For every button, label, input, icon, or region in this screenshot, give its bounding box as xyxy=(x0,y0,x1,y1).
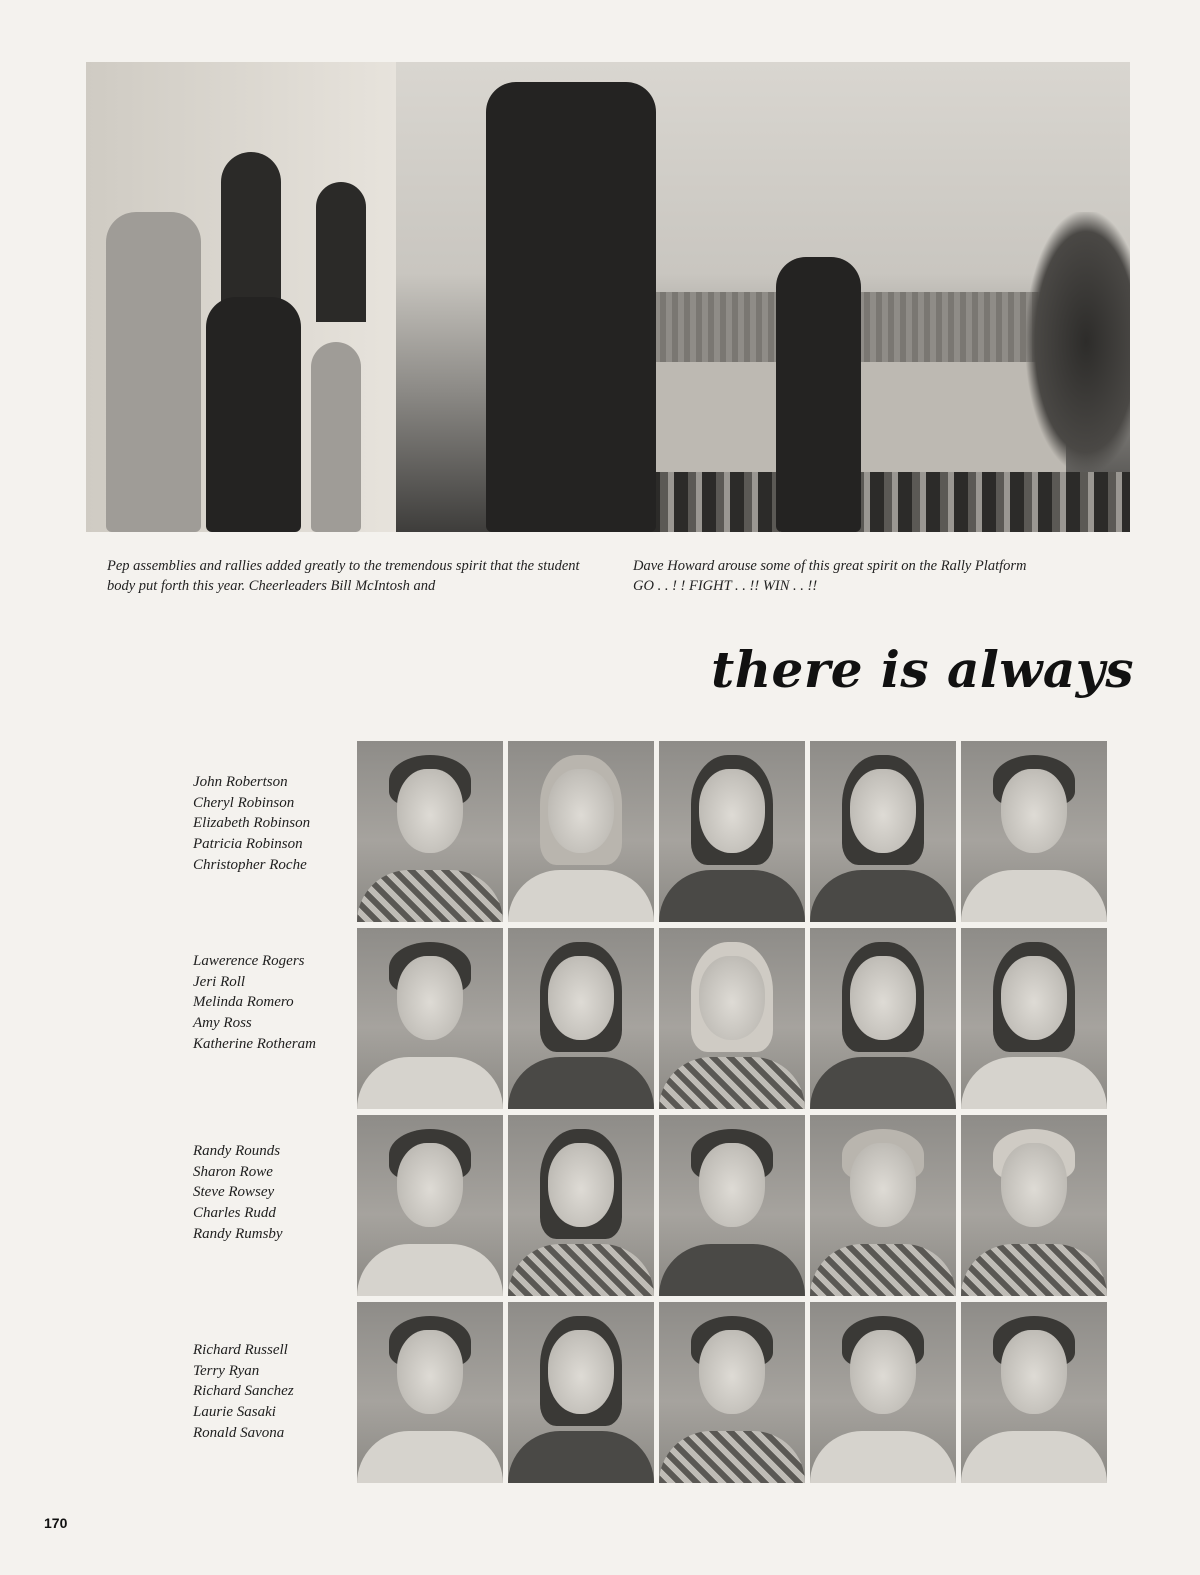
student-portrait xyxy=(508,928,654,1109)
cheerleader xyxy=(776,257,861,532)
student-portrait xyxy=(659,1302,805,1483)
rally-photo xyxy=(86,62,1130,532)
cheerleader xyxy=(486,82,656,532)
student-portrait xyxy=(508,1302,654,1483)
student-portrait xyxy=(659,1115,805,1296)
student-portrait xyxy=(508,741,654,922)
student-portrait xyxy=(357,1302,503,1483)
student-portrait xyxy=(357,1115,503,1296)
student-name: Christopher Roche xyxy=(193,856,307,873)
portrait-grid xyxy=(357,741,1110,1483)
horn-player xyxy=(206,297,301,532)
page-number: 170 xyxy=(44,1515,68,1531)
student-name: Sharon Rowe xyxy=(193,1163,273,1180)
student-name: Katherine Rotheram xyxy=(193,1035,316,1052)
page-headline: there is always xyxy=(711,640,1134,699)
student-portrait xyxy=(961,1302,1107,1483)
name-list xyxy=(193,951,353,1055)
name-list xyxy=(193,1141,353,1245)
band-member xyxy=(106,212,201,532)
student-portrait xyxy=(659,741,805,922)
student-portrait xyxy=(961,928,1107,1109)
student-portrait xyxy=(810,928,956,1109)
student-portrait xyxy=(508,1115,654,1296)
student-name: Steve Rowsey xyxy=(193,1184,275,1201)
student-name: Richard Russell xyxy=(193,1342,288,1358)
photo-caption-right xyxy=(633,556,1103,596)
student-portrait xyxy=(357,928,503,1109)
name-list xyxy=(193,772,353,876)
student-portrait xyxy=(357,741,503,922)
student-portrait xyxy=(810,1115,956,1296)
student-name: Patricia Robinson xyxy=(193,836,303,853)
caption-line: GO . . ! ! FIGHT . . !! WIN . . !! xyxy=(633,578,818,594)
building-arch xyxy=(316,182,366,322)
student-portrait xyxy=(810,741,956,922)
caption-line: Dave Howard arouse some of this great spirit on the Rally Platform xyxy=(633,558,1027,574)
student-portrait xyxy=(659,928,805,1109)
name-list xyxy=(193,1340,353,1444)
student-name: Ronald Savona xyxy=(193,1424,285,1441)
student-name: Melinda Romero xyxy=(193,994,294,1011)
student-name: Elizabeth Robinson xyxy=(193,815,311,832)
student-portrait xyxy=(961,1115,1107,1296)
student-name: Lawerence Rogers xyxy=(193,953,305,969)
student-name: Terry Ryan xyxy=(193,1362,260,1379)
student-name: Randy Rounds xyxy=(193,1143,281,1159)
tree xyxy=(1026,212,1130,472)
student-name: Richard Sanchez xyxy=(193,1383,294,1400)
spectator xyxy=(311,342,361,532)
student-name: Laurie Sasaki xyxy=(193,1404,276,1421)
photo-caption-left: Pep assemblies and rallies added greatly to the tremendous spirit that the student body put forth this year. Cheerleaders Bill McIntosh and xyxy=(107,558,580,594)
student-portrait xyxy=(961,741,1107,922)
student-portrait xyxy=(810,1302,956,1483)
student-name: Randy Rumsby xyxy=(193,1225,283,1242)
student-name: Cheryl Robinson xyxy=(193,794,295,811)
student-name: Charles Rudd xyxy=(193,1205,276,1222)
student-name: Amy Ross xyxy=(193,1015,252,1032)
student-name: Jeri Roll xyxy=(193,973,246,990)
crowd xyxy=(646,472,1130,532)
student-name: John Robertson xyxy=(193,774,288,790)
